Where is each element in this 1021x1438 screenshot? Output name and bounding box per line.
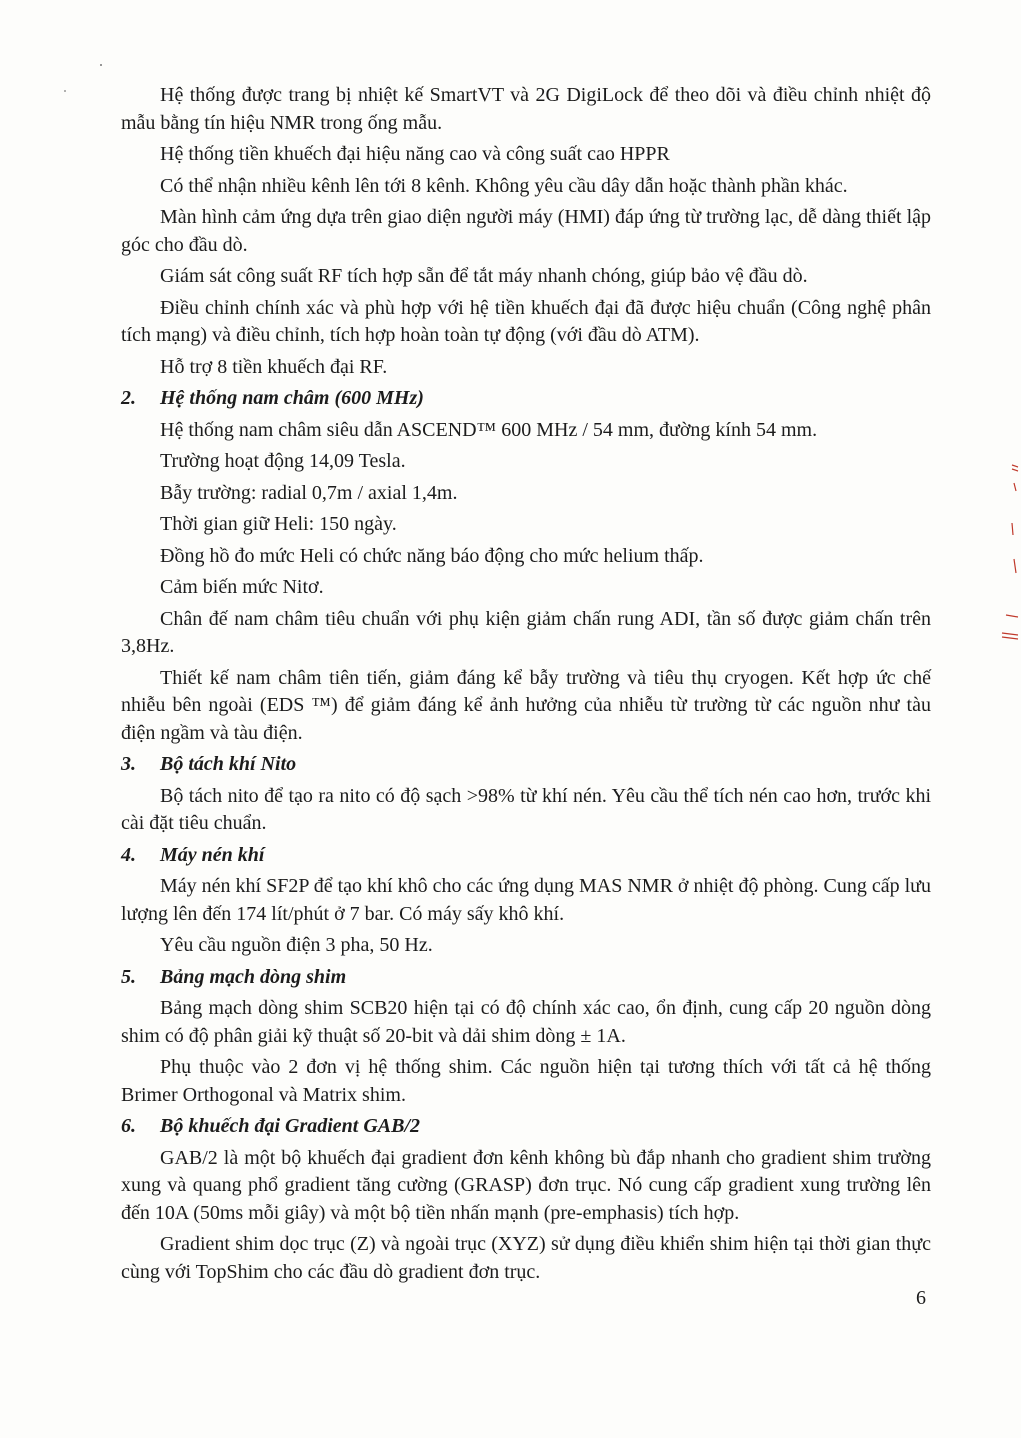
scan-speck <box>100 64 102 66</box>
paragraph: Màn hình cảm ứng dựa trên giao diện người máy (HMI) đáp ứng từ trường lạc, dễ dàng thiết lập góc cho đầu dò. <box>121 206 931 256</box>
paragraph: Cảm biến mức Nitơ. <box>160 576 324 598</box>
section-number: 2. <box>121 387 136 409</box>
section-number: 3. <box>121 753 136 775</box>
section-number: 5. <box>121 965 136 988</box>
section-number: 6. <box>121 1115 136 1137</box>
section-title: Máy nén khí <box>160 843 265 866</box>
paragraph: Bộ tách nito để tạo ra nito có độ sạch >98% từ khí nén. Yêu cầu thể tích nén cao hơn, trước khi cài đặt tiêu chuẩn. <box>121 784 931 834</box>
scan-speck <box>64 90 66 92</box>
paragraph: Hệ thống tiền khuếch đại hiệu năng cao và công suất cao HPPR <box>160 143 670 165</box>
section-title: Bảng mạch dòng shim <box>160 965 347 988</box>
paragraph: Hệ thống được trang bị nhiệt kế SmartVT và 2G DigiLock để theo dõi và điều chỉnh nhiệt độ mẫu bằng tín hiệu NMR trong ống mẫu. <box>121 84 931 134</box>
section-heading <box>121 751 931 779</box>
page-number: 6 <box>916 1287 926 1309</box>
paragraph: Thiết kế nam châm tiên tiến, giảm đáng kể bẫy trường và tiêu thụ cryogen. Kết hợp ức chế nhiễu bên ngoài (EDS ™) để giảm đáng kể ảnh hưởng của nhiễu từ trường từ các nguồn như tàu điện ngầm và tàu điện. <box>121 666 931 744</box>
paragraph: Yêu cầu nguồn điện 3 pha, 50 Hz. <box>160 934 433 956</box>
paragraph: Chân đế nam châm tiêu chuẩn với phụ kiện giảm chấn rung ADI, tần số được giảm chấn trên 3,8Hz. <box>121 607 931 657</box>
paragraph: Máy nén khí SF2P để tạo khí khô cho các ứng dụng MAS NMR ở nhiệt độ phòng. Cung cấp lưu lượng lên đến 174 lít/phút ở 7 bar. Có máy sấy khô khí. <box>121 875 931 925</box>
paragraph: Giám sát công suất RF tích hợp sẵn để tắt máy nhanh chóng, giúp bảo vệ đầu dò. <box>160 265 808 287</box>
document-body <box>121 82 931 1290</box>
section-title: Bộ tách khí Nito <box>160 753 297 775</box>
section-heading <box>121 385 931 413</box>
section-number: 4. <box>121 843 136 866</box>
paragraph: Điều chỉnh chính xác và phù hợp với hệ tiền khuếch đại đã được hiệu chuẩn (Công nghệ phân tích mạng) và điều chỉnh, tích hợp hoàn toàn tự động (với đầu dò ATM). <box>121 296 931 346</box>
paragraph: Có thể nhận nhiều kênh lên tới 8 kênh. Không yêu cầu dây dẫn hoặc thành phần khác. <box>160 174 848 197</box>
section-heading <box>121 964 931 992</box>
paragraph: Đồng hồ đo mức Heli có chức năng báo động cho mức helium thấp. <box>160 544 704 567</box>
paragraph: GAB/2 là một bộ khuếch đại gradient đơn kênh không bù đắp nhanh cho gradient shim trường xung và quang phổ gradient tăng cường (GRASP) đơn trục. Nó cung cấp gradient xung trường lên đến 10A (50ms mỗi giây) và một bộ tiền nhấn mạnh (pre-emphasis) tích hợp. <box>121 1146 931 1224</box>
paragraph: Trường hoạt động 14,09 Tesla. <box>160 450 406 472</box>
paragraph: Bảng mạch dòng shim SCB20 hiện tại có độ chính xác cao, ổn định, cung cấp 20 nguồn dòng shim có độ phân giải kỹ thuật số 20-bit và dải shim dòng ± 1A. <box>121 997 931 1047</box>
section-heading <box>121 842 931 870</box>
margin-mark <box>1002 633 1018 639</box>
margin-mark <box>1006 615 1018 617</box>
margin-mark <box>1014 559 1016 573</box>
paragraph: Bẫy trường: radial 0,7m / axial 1,4m. <box>160 481 458 504</box>
section-title: Bộ khuếch đại Gradient GAB/2 <box>160 1115 421 1137</box>
paragraph: Hỗ trợ 8 tiền khuếch đại RF. <box>160 355 388 378</box>
section-heading <box>121 1113 931 1141</box>
margin-mark <box>1012 465 1018 491</box>
section-title: Hệ thống nam châm (600 MHz) <box>160 387 424 409</box>
margin-marks <box>1000 455 1020 655</box>
paragraph: Phụ thuộc vào 2 đơn vị hệ thống shim. Các nguồn hiện tại tương thích với tất cả hệ thống Brimer Orthogonal và Matrix shim. <box>121 1056 931 1106</box>
paragraph: Thời gian giữ Heli: 150 ngày. <box>160 513 397 535</box>
paragraph: Hệ thống nam châm siêu dẫn ASCEND™ 600 MHz / 54 mm, đường kính 54 mm. <box>160 418 818 441</box>
paragraph: Gradient shim dọc trục (Z) và ngoài trục (XYZ) sử dụng điều khiển shim hiện tại thời gian thực cùng với TopShim cho các đầu dò gradient đơn trục. <box>121 1233 931 1283</box>
margin-mark <box>1012 523 1013 535</box>
